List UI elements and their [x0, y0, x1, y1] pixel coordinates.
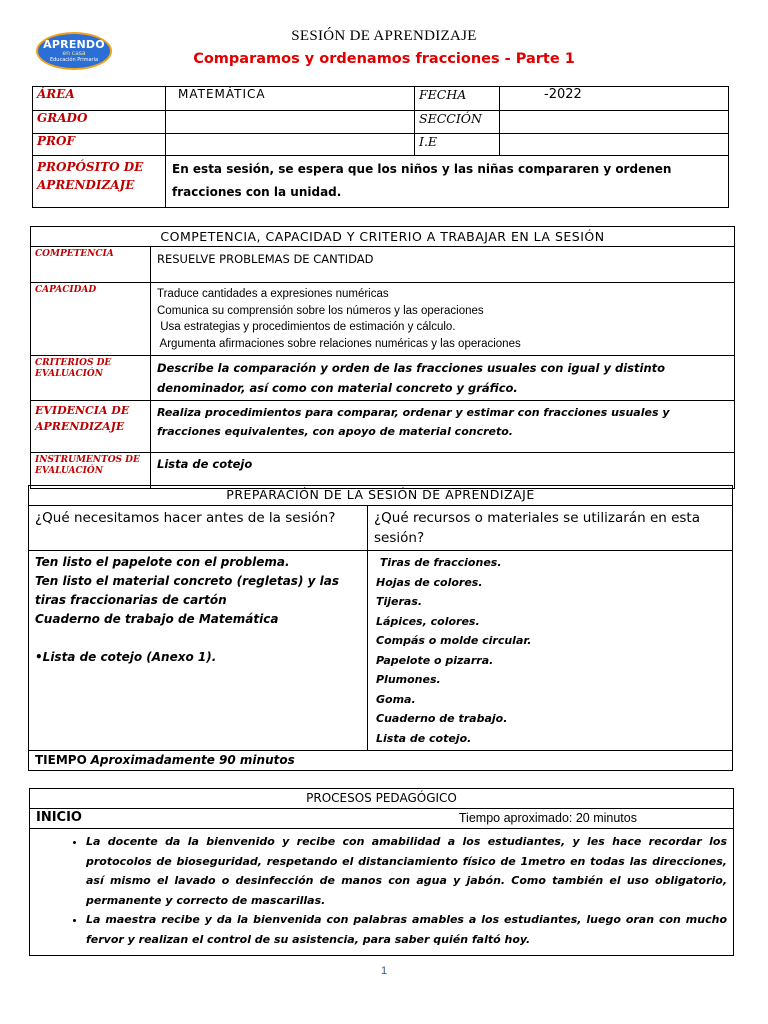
session-subtitle: Comparamos y ordenamos fracciones - Parte 1	[193, 51, 575, 67]
inicio-bullet: • La maestra recibe y da la bienvenida con palabras amables a los estudiantes, luego oran con mucho fervor y realizan el control de su asistencia, para saber quién faltó hoy.	[86, 910, 727, 949]
procesos-header: PROCESOS PEDAGÓGICO	[30, 789, 734, 809]
criterios-value: Describe la comparación y orden de las fracciones usuales con igual y distinto denominador, así como con material concreto y gráfico.	[151, 356, 735, 401]
ie-label: I.E	[415, 134, 500, 156]
material-item: Plumones.	[376, 673, 441, 686]
tiempo-value: Aproximadamente 90 minutos	[90, 753, 295, 767]
logo-line-3: Educación Primaria	[49, 57, 99, 63]
capacidad-item: Argumenta afirmaciones sobre relaciones numéricas y las operaciones	[157, 337, 521, 350]
evidencia-value: Realiza procedimientos para comparar, ordenar y estimar con fracciones usuales y fracciones equivalentes, con apoyo de material concreto.	[151, 401, 735, 453]
seccion-value	[500, 111, 729, 134]
prof-label: PROF	[33, 134, 166, 156]
logo-line-1: APRENDO	[43, 38, 105, 51]
grado-label: GRADO	[33, 111, 166, 134]
grado-value	[166, 111, 415, 134]
criterios-label: CRITERIOS DE EVALUACIÓN	[31, 356, 151, 401]
inicio-row	[30, 809, 734, 829]
inicio-bullet: • La docente da la bienvenido y recibe con amabilidad a los estudiantes, y les hace recordar los protocolos de bioseguridad, respetando el distanciamiento físico de 1metro en todas las direcciones, así mismo el lavado o desinfección de manos con agua y jabón. Como también el uso obligatorio, permanente y correcto de mascarillas.	[86, 832, 727, 910]
question-before-session: ¿Qué necesitamos hacer antes de la sesión?	[29, 506, 368, 551]
preparacion-header: PREPARACIÓN DE LA SESIÓN DE APRENDIZAJE	[29, 486, 733, 506]
material-item: Papelote o pizarra.	[376, 653, 494, 667]
preparacion-table	[28, 485, 733, 771]
material-item: Goma.	[376, 692, 416, 706]
seccion-label: SECCIÓN	[415, 111, 500, 134]
prep-item: Ten listo el material concreto (regletas) y las tiras fraccionarias de cartón	[35, 574, 339, 607]
prep-item: Cuaderno de trabajo de Matemática	[35, 612, 279, 626]
proposito-label: PROPÓSITO DE APRENDIZAJE	[33, 156, 166, 208]
competencia-value: RESUELVE PROBLEMAS DE CANTIDAD	[151, 247, 735, 283]
materials-list	[368, 551, 733, 751]
instrumentos-value: Lista de cotejo	[151, 453, 735, 489]
material-item: Hojas de colores.	[376, 575, 483, 589]
competencia-label: COMPETENCIA	[31, 247, 151, 283]
question-materials: ¿Qué recursos o materiales se utilizarán en esta sesión?	[368, 506, 733, 551]
inicio-time: Tiempo aproximado: 20 minutos	[458, 811, 637, 825]
material-item: Lápices, colores.	[376, 614, 480, 628]
info-table	[32, 86, 729, 208]
logo-line-2: en casa	[62, 50, 86, 57]
bullet-icon: •	[35, 650, 43, 664]
inicio-label: INICIO	[36, 810, 82, 825]
area-value: MATEMÁTICA	[166, 87, 415, 111]
procesos-table	[29, 788, 734, 956]
fecha-label: FECHA	[415, 87, 500, 111]
material-item: Tiras de fracciones.	[376, 556, 502, 569]
capacidad-item: Usa estrategias y procedimientos de estimación y cálculo.	[157, 321, 456, 333]
capacidad-label: CAPACIDAD	[31, 283, 151, 356]
document-title: SESIÓN DE APRENDIZAJE	[291, 28, 477, 44]
ie-value	[500, 134, 729, 156]
material-item: Tijeras.	[376, 595, 423, 608]
area-label: ÁREA	[33, 87, 166, 111]
tiempo-row	[29, 751, 733, 771]
inicio-body	[30, 829, 734, 956]
evidencia-label: EVIDENCIA DE APRENDIZAJE	[31, 401, 151, 453]
capacidad-list	[151, 283, 735, 356]
material-item: Lista de cotejo.	[376, 731, 472, 745]
material-item: Cuaderno de trabajo.	[376, 712, 508, 725]
prof-value	[166, 134, 415, 156]
inicio-bullets	[36, 832, 727, 949]
prep-item: Ten listo el papelote con el problema.	[35, 555, 290, 569]
page-number: 1	[380, 965, 388, 977]
prep-bullet-item: •Lista de cotejo (Anexo 1).	[35, 650, 217, 664]
material-item: Compás o molde circular.	[376, 634, 532, 647]
proposito-text: En esta sesión, se espera que los niños y las niñas compararen y ordenen fracciones con la unidad.	[166, 156, 729, 208]
instrumentos-label: INSTRUMENTOS DE EVALUACIÓN	[31, 453, 151, 489]
capacidad-item: Traduce cantidades a expresiones numéricas	[157, 288, 389, 300]
capacidad-item: Comunica su comprensión sobre los números y las operaciones	[157, 304, 484, 317]
competencia-table	[30, 226, 735, 489]
tiempo-label: TIEMPO	[35, 753, 87, 767]
preparation-steps	[29, 551, 368, 751]
fecha-value: -2022	[500, 87, 729, 111]
competencia-header: COMPETENCIA, CAPACIDAD Y CRITERIO A TRABAJAR EN LA SESIÓN	[31, 227, 735, 247]
